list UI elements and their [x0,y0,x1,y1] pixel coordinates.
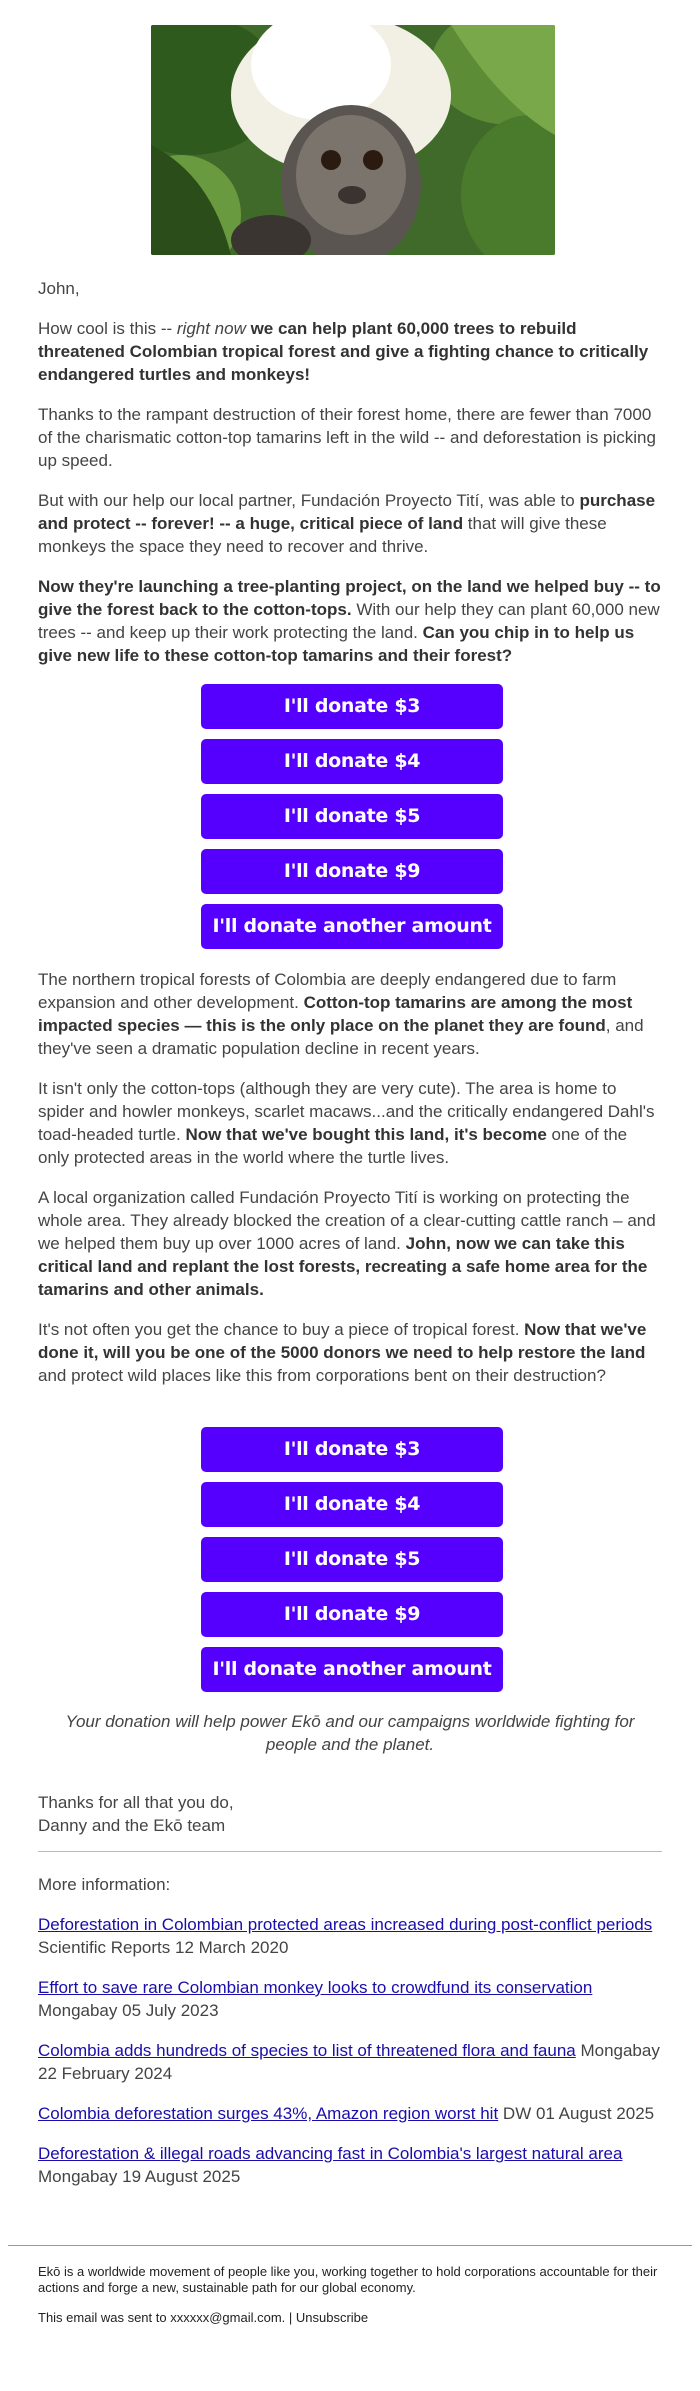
forests-bold: Cotton-top tamarins are among the most impacted species — this is the only place on the planet they are found [38,993,633,1035]
reference-source: Mongabay 05 July 2023 [38,2001,219,2020]
signoff-signature: Danny and the Ekō team [38,1816,226,1835]
partner-text: But with our help our local partner, Fundación Proyecto Tití, was able to [38,491,580,510]
signoff [38,1791,662,1837]
donate-3-button[interactable]: I'll donate $3 [201,684,503,729]
donation-note: Your donation will help power Ekō and our campaigns worldwide fighting for people and the planet. [65,1712,635,1754]
footer [38,2264,662,2340]
forests-text-end: , and they've seen a dramatic population decline in recent years. [38,1016,644,1058]
planting-text: With our help they can plant 60,000 new trees -- and keep up their work protecting the land. [38,600,660,642]
partner-bold: purchase and protect -- forever! -- a huge, critical piece of land [38,491,656,533]
intro-bold: we can help plant 60,000 trees to rebuild threatened Colombian tropical forest and give a fighting chance to critically endangered turtles and monkeys! [38,319,649,384]
species-text: It isn't only the cotton-tops (although they are very cute). The area is home to spider and howler monkeys, scarlet macaws...and the critically endangered Dahl's toad-headed turtle. [38,1079,655,1144]
donate-9-button[interactable]: I'll donate $9 [201,1592,503,1637]
reference-item [38,2102,662,2125]
reference-source: Mongabay 19 August 2025 [38,2167,241,2186]
paragraph-local-organization [38,1186,662,1301]
donor-bold: Now that we've done it, will you be one of the 5000 donors we need to help restore the land [38,1320,647,1362]
species-bold: Now that we've bought this land, it's become [185,1125,547,1144]
footer-divider [8,2245,692,2246]
donate-9-button[interactable]: I'll donate $9 [201,849,503,894]
intro-paragraph [38,317,662,386]
reference-link[interactable]: Deforestation & illegal roads advancing fast in Colombia's largest natural area [38,2144,623,2163]
donate-4-button[interactable]: I'll donate $4 [201,1482,503,1527]
paragraph-northern-forests [38,968,662,1060]
reference-item [38,2039,662,2085]
organization-bold: John, now we can take this critical land and replant the lost forests, recreating a safe home area for the tamarins and other animals. [38,1234,648,1299]
footer-about: Ekō is a worldwide movement of people like you, working together to hold corporations accountable for their actions and forge a new, sustainable path for our global economy. [38,2264,658,2295]
donate-other-button[interactable]: I'll donate another amount [201,1647,503,1692]
reference-source: DW 01 August 2025 [498,2104,655,2123]
donate-3-button[interactable]: I'll donate $3 [201,1427,503,1472]
signoff-thanks: Thanks for all that you do, [38,1793,234,1812]
footer-sent-to-text: This email was sent to xxxxxx@gmail.com. | [38,2310,296,2325]
greeting: John, [38,279,80,298]
organization-text: A local organization called Fundación Proyecto Tití is working on protecting the whole area. They already blocked the creation of a clear-cutting cattle ranch – and we helped them buy up over 1000 acres of land. [38,1188,656,1253]
paragraph-other-species [38,1077,662,1169]
planting-ask: Can you chip in to help us give new life to these cotton-top tamarins and their forest? [38,623,635,665]
donor-text-end: and protect wild places like this from corporations bent on their destruction? [38,1366,606,1385]
intro-emphasis: right now [176,319,246,338]
reference-source: Scientific Reports 12 March 2020 [38,1938,289,1957]
paragraph-tree-planting [38,575,662,667]
paragraph-donor-ask [38,1318,662,1387]
paragraph-fewer-tamarins: Thanks to the rampant destruction of their forest home, there are fewer than 7000 of the charismatic cotton-top tamarins left in the wild -- and deforestation is picking up speed. [38,405,656,470]
donate-4-button[interactable]: I'll donate $4 [201,739,503,784]
partner-text-end: that will give these monkeys the space they need to recover and thrive. [38,514,607,556]
donate-button-group-2 [201,1427,503,1702]
donate-5-button[interactable]: I'll donate $5 [201,1537,503,1582]
tamarin-photo [151,25,555,255]
intro-text: How cool is this -- [38,319,177,338]
reference-link[interactable]: Effort to save rare Colombian monkey looks to crowdfund its conservation [38,1978,593,1997]
references-list [38,1913,662,2205]
donor-text: It's not often you get the chance to buy a piece of tropical forest. [38,1320,525,1339]
donate-button-group-1 [201,684,503,959]
reference-source: Mongabay 22 February 2024 [38,2041,660,2083]
reference-item [38,1976,662,2022]
divider [38,1851,662,1852]
species-text-end: one of the only protected areas in the world where the turtle lives. [38,1125,628,1167]
reference-item [38,1913,662,1959]
more-info-heading: More information: [38,1875,171,1894]
footer-sent-to [38,2310,662,2326]
unsubscribe-link[interactable]: Unsubscribe [295,2310,369,2325]
planting-bold: Now they're launching a tree-planting project, on the land we helped buy -- to give the forest back to the cotton-tops. [38,577,661,619]
reference-link[interactable]: Colombia deforestation surges 43%, Amazon region worst hit [38,2104,499,2123]
reference-link[interactable]: Colombia adds hundreds of species to list of threatened flora and fauna [38,2041,576,2060]
reference-link[interactable]: Deforestation in Colombian protected areas increased during post-conflict periods [38,1915,653,1934]
donate-5-button[interactable]: I'll donate $5 [201,794,503,839]
reference-item [38,2142,662,2188]
donate-other-button[interactable]: I'll donate another amount [201,904,503,949]
paragraph-partner [38,489,662,558]
forests-text: The northern tropical forests of Colombia are deeply endangered due to farm expansion and other development. [38,970,617,1012]
